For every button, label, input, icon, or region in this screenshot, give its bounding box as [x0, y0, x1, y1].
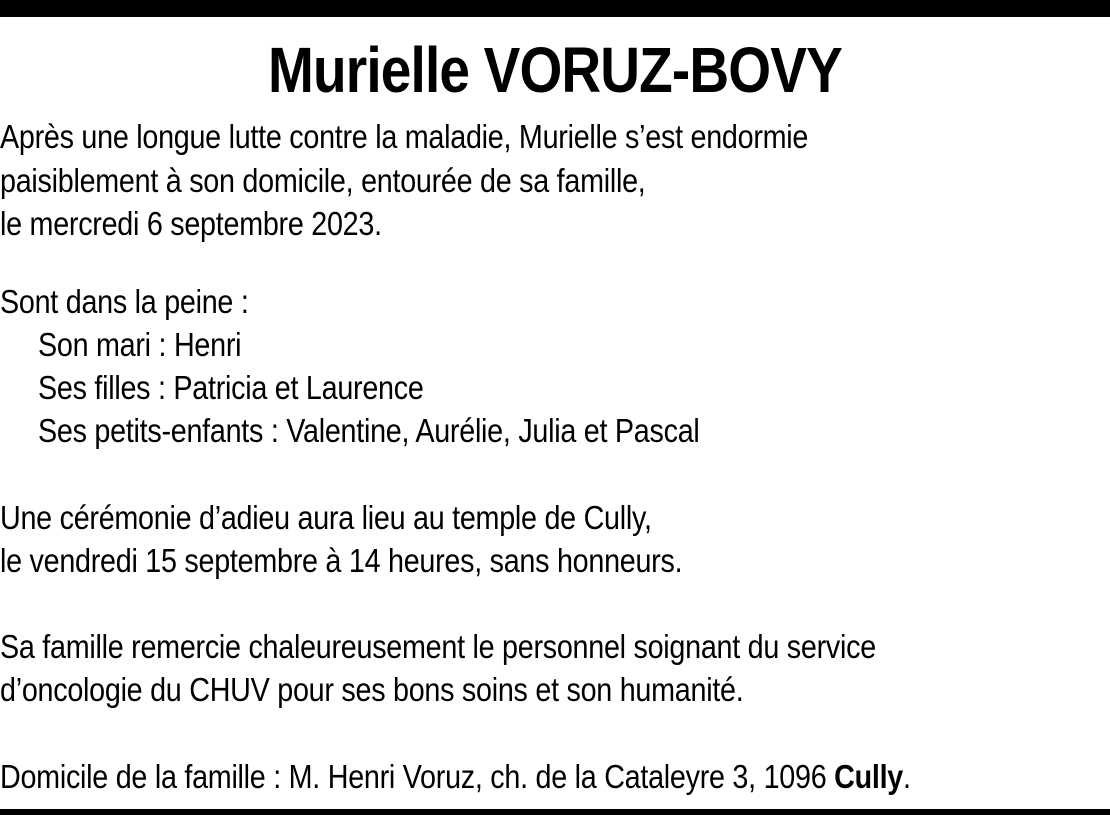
- mourner-grandchildren: Ses petits-enfants : Valentine, Aurélie, Julia et Pascal: [38, 412, 700, 449]
- bottom-border-rule: [0, 809, 1110, 815]
- address-town: Cully: [834, 758, 904, 795]
- thanks-line-2: d’oncologie du CHUV pour ses bons soins et son humanité.: [0, 671, 744, 708]
- thanks-line-1: Sa famille remercie chaleureusement le personnel soignant du service: [0, 628, 876, 665]
- intro-line-3: le mercredi 6 septembre 2023.: [0, 205, 382, 242]
- intro-line-1: Après une longue lutte contre la maladie, Murielle s’est endormie: [0, 118, 809, 155]
- ceremony-line-1: Une cérémonie d’adieu aura lieu au temple de Cully,: [0, 499, 652, 536]
- deceased-name: Murielle VORUZ-BOVY: [268, 34, 842, 106]
- address-text: Domicile de la famille : M. Henri Voruz, ch. de la Cataleyre 3, 1096: [0, 758, 835, 795]
- mourner-daughters: Ses filles : Patricia et Laurence: [38, 369, 424, 406]
- ceremony-line-2: le vendredi 15 septembre à 14 heures, sans honneurs.: [0, 542, 683, 579]
- mourner-husband: Son mari : Henri: [38, 326, 242, 363]
- mourners-heading: Sont dans la peine :: [0, 283, 249, 320]
- intro-line-2: paisiblement à son domicile, entourée de sa famille,: [0, 162, 646, 199]
- address-end: .: [903, 758, 911, 795]
- family-address: [0, 755, 911, 799]
